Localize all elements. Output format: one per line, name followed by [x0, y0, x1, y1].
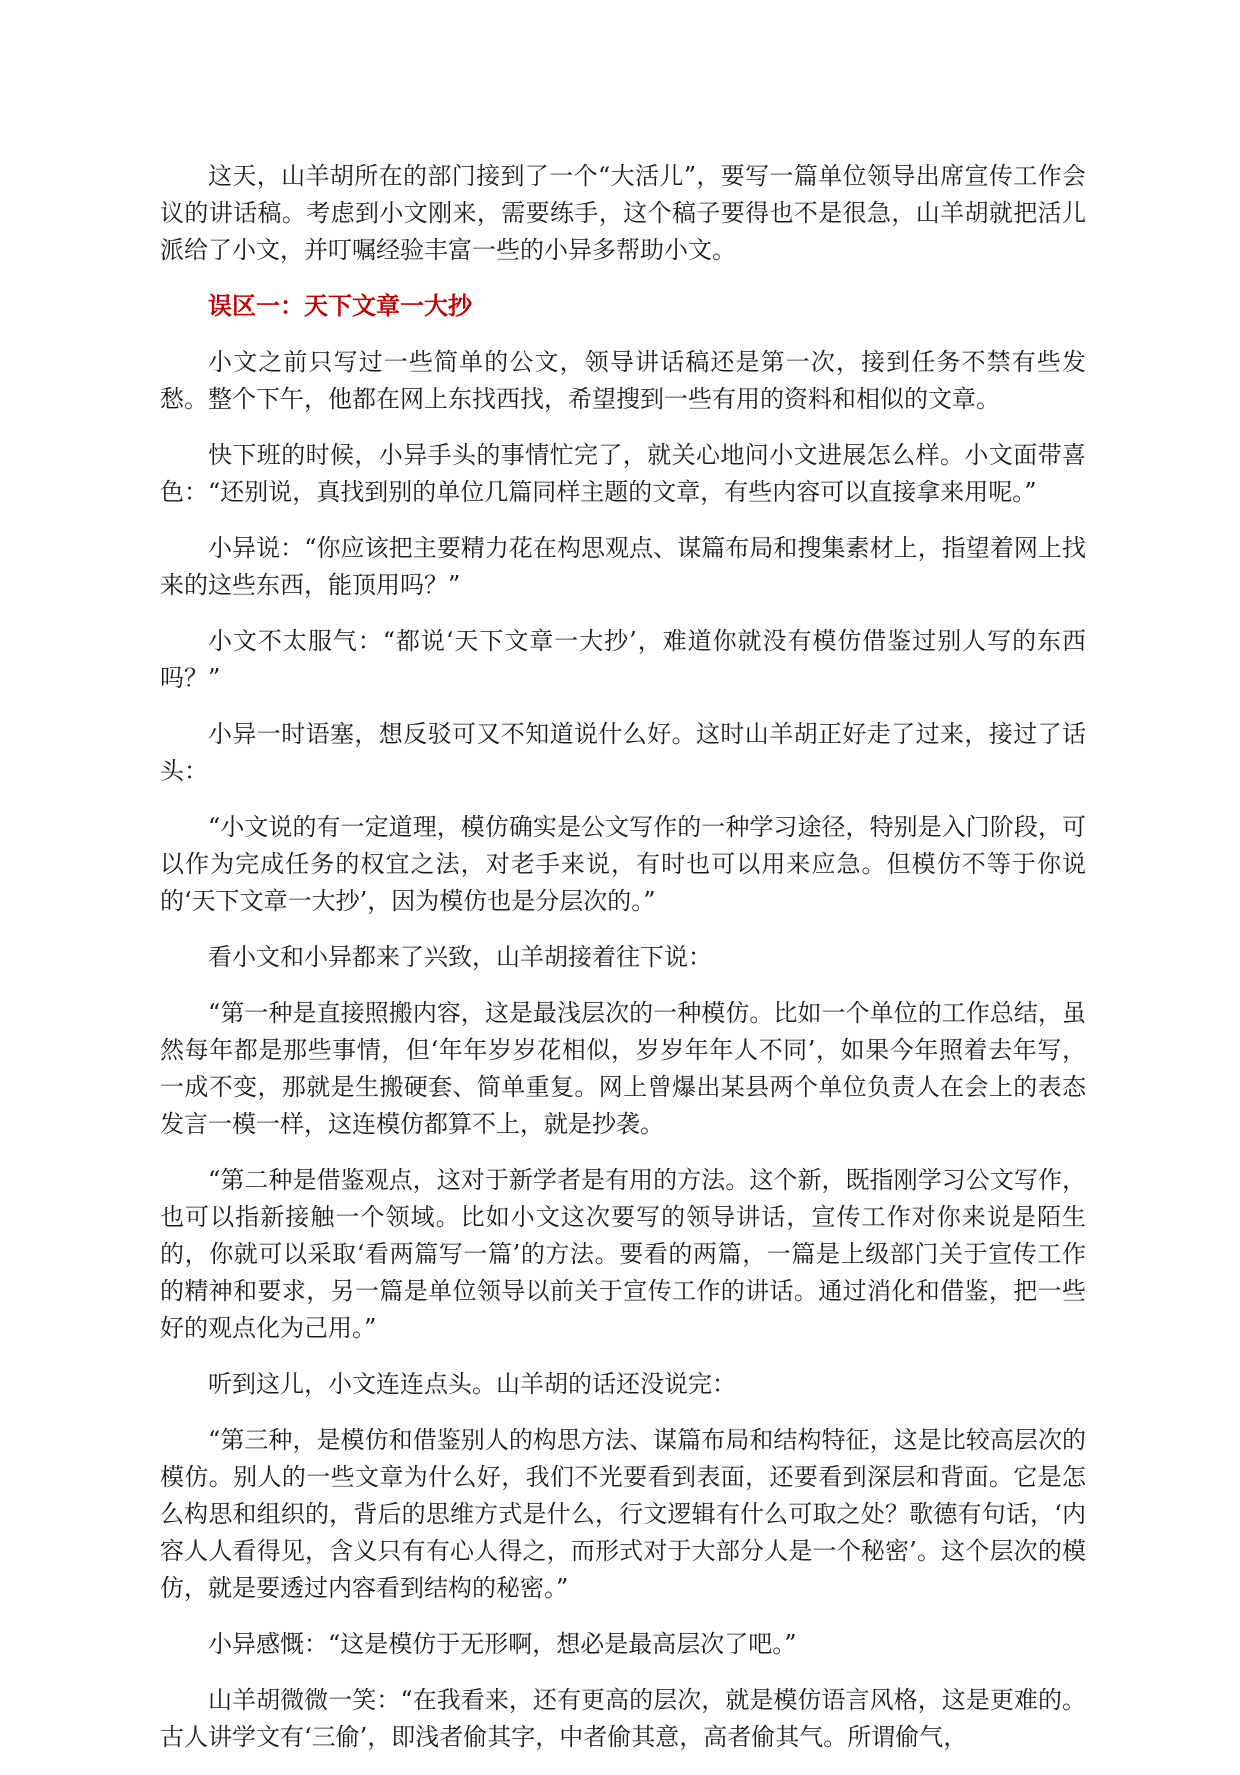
- paragraph: 山羊胡微微一笑：“在我看来，还有更高的层次，就是模仿语言风格，这是更难的。古人讲学文有‘三偷’，即浅者偷其字，中者偷其意，高者偷其气。所谓偷气，: [160, 1686, 1086, 1751]
- paragraph: 快下班的时候，小异手头的事情忙完了，就关心地问小文进展怎么样。小文面带喜色：“还别说，真找到别的单位几篇同样主题的文章，有些内容可以直接拿来用呢。”: [160, 441, 1086, 506]
- paragraph: 小文之前只写过一些简单的公文，领导讲话稿还是第一次，接到任务不禁有些发愁。整个下午，他都在网上东找西找，希望搜到一些有用的资料和相似的文章。: [160, 348, 1086, 413]
- paragraph: “第一种是直接照搬内容，这是最浅层次的一种模仿。比如一个单位的工作总结，虽然每年都是那些事情，但‘年年岁岁花相似，岁岁年年人不同’，如果今年照着去年写，一成不变，那就是生搬硬套、简单重复。网上曾爆出某县两个单位负责人在会上的表态发言一模一样，这连模仿都算不上，就是抄袭。: [160, 999, 1086, 1138]
- paragraph: 小文不太服气：“都说‘天下文章一大抄’，难道你就没有模仿借鉴过别人写的东西吗？”: [160, 627, 1086, 692]
- paragraph: 小异一时语塞，想反驳可又不知道说什么好。这时山羊胡正好走了过来，接过了话头：: [160, 720, 1086, 785]
- paragraph: 看小文和小异都来了兴致，山羊胡接着往下说：: [208, 943, 712, 971]
- paragraph: 听到这儿，小文连连点头。山羊胡的话还没说完：: [208, 1370, 736, 1398]
- article-body: [160, 158, 1086, 1775]
- paragraph: 小异感慨：“这是模仿于无形啊，想必是最高层次了吧。”: [208, 1630, 797, 1658]
- paragraph: “小文说的有一定道理，模仿确实是公文写作的一种学习途径，特别是入门阶段，可以作为完成任务的权宜之法，对老手来说，有时也可以用来应急。但模仿不等于你说的‘天下文章一大抄’，因为模仿也是分层次的。”: [160, 813, 1086, 915]
- paragraph: 小异说：“你应该把主要精力花在构思观点、谋篇布局和搜集素材上，指望着网上找来的这些东西，能顶用吗？”: [160, 534, 1086, 599]
- paragraph: “第二种是借鉴观点，这对于新学者是有用的方法。这个新，既指刚学习公文写作，也可以指新接触一个领域。比如小文这次要写的领导讲话，宣传工作对你来说是陌生的，你就可以采取‘看两篇写一篇’的方法。要看的两篇，一篇是上级部门关于宣传工作的精神和要求，另一篇是单位领导以前关于宣传工作的讲话。通过消化和借鉴，把一些好的观点化为己用。”: [160, 1166, 1086, 1342]
- section-heading: 误区一：天下文章一大抄: [208, 292, 472, 320]
- paragraph: “第三种，是模仿和借鉴别人的构思方法、谋篇布局和结构特征，这是比较高层次的模仿。别人的一些文章为什么好，我们不光要看到表面，还要看到深层和背面。它是怎么构思和组织的，背后的思维方式是什么，行文逻辑有什么可取之处？歌德有句话，‘内容人人看得见，含义只有有心人得之，而形式对于大部分人是一个秘密’。这个层次的模仿，就是要透过内容看到结构的秘密。”: [160, 1426, 1086, 1602]
- paragraph-intro: 这天，山羊胡所在的部门接到了一个“大活儿”，要写一篇单位领导出席宣传工作会议的讲话稿。考虑到小文刚来，需要练手，这个稿子要得也不是很急，山羊胡就把活儿派给了小文，并叮嘱经验丰富一些的小异多帮助小文。: [160, 162, 1086, 264]
